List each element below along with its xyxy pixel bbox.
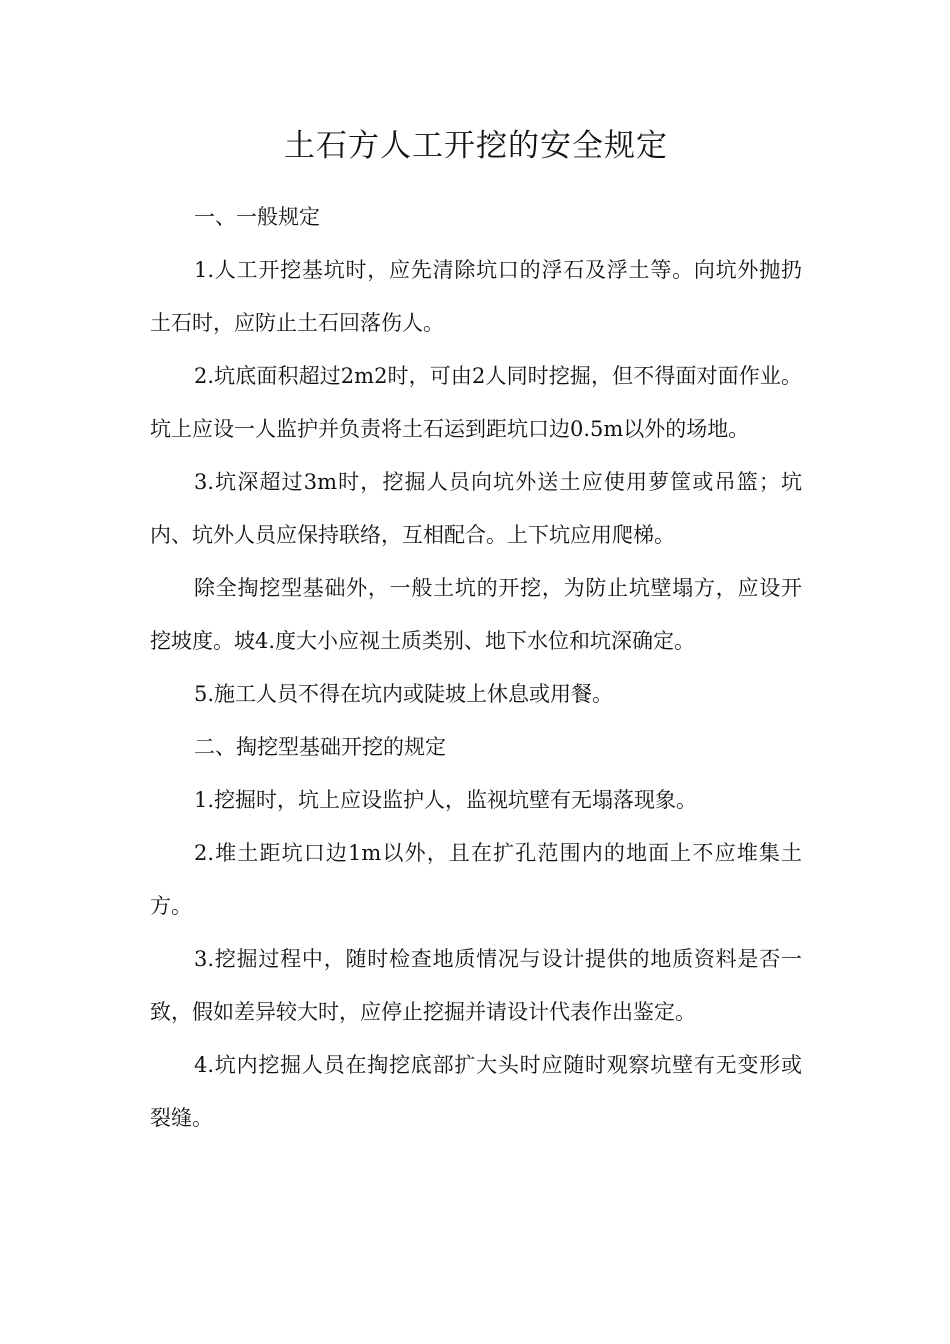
paragraph-rule-3: 3.坑深超过3m时，挖掘人员向坑外送土应使用萝筐或吊篮；坑内、坑外人员应保持联络，互相配合。上下坑应用爬梯。 xyxy=(150,470,802,547)
section-heading-excavation: 二、掏挖型基础开挖的规定 xyxy=(194,735,446,759)
document-body xyxy=(150,191,802,1145)
paragraph-rule-5: 5.施工人员不得在坑内或陡坡上休息或用餐。 xyxy=(194,682,614,706)
paragraph-rule-4: 除全掏挖型基础外，一般土坑的开挖，为防止坑壁塌方，应设开挖坡度。坡4.度大小应视土质类别、地下水位和坑深确定。 xyxy=(150,576,802,653)
paragraph-excavation-rule-2: 2.堆土距坑口边1m以外，且在扩孔范围内的地面上不应堆集土方。 xyxy=(150,841,802,918)
paragraph-excavation-rule-4: 4.坑内挖掘人员在掏挖底部扩大头时应随时观察坑壁有无变形或裂缝。 xyxy=(150,1053,802,1130)
document-title: 土石方人工开挖的安全规定 xyxy=(284,128,668,164)
paragraph-excavation-rule-1: 1.挖掘时，坑上应设监护人，监视坑壁有无塌落现象。 xyxy=(194,788,698,812)
document-page xyxy=(150,118,802,1145)
paragraph-excavation-rule-3: 3.挖掘过程中，随时检查地质情况与设计提供的地质资料是否一致，假如差异较大时，应停止挖掘并请设计代表作出鉴定。 xyxy=(150,947,802,1024)
paragraph-rule-2: 2.坑底面积超过2m2时，可由2人同时挖掘，但不得面对面作业。坑上应设一人监护并负责将土石运到距坑口边0.5m以外的场地。 xyxy=(150,364,802,441)
section-heading-general: 一、一般规定 xyxy=(194,205,320,229)
paragraph-rule-1: 1.人工开挖基坑时，应先清除坑口的浮石及浮土等。向坑外抛扔土石时，应防止土石回落伤人。 xyxy=(150,258,802,335)
